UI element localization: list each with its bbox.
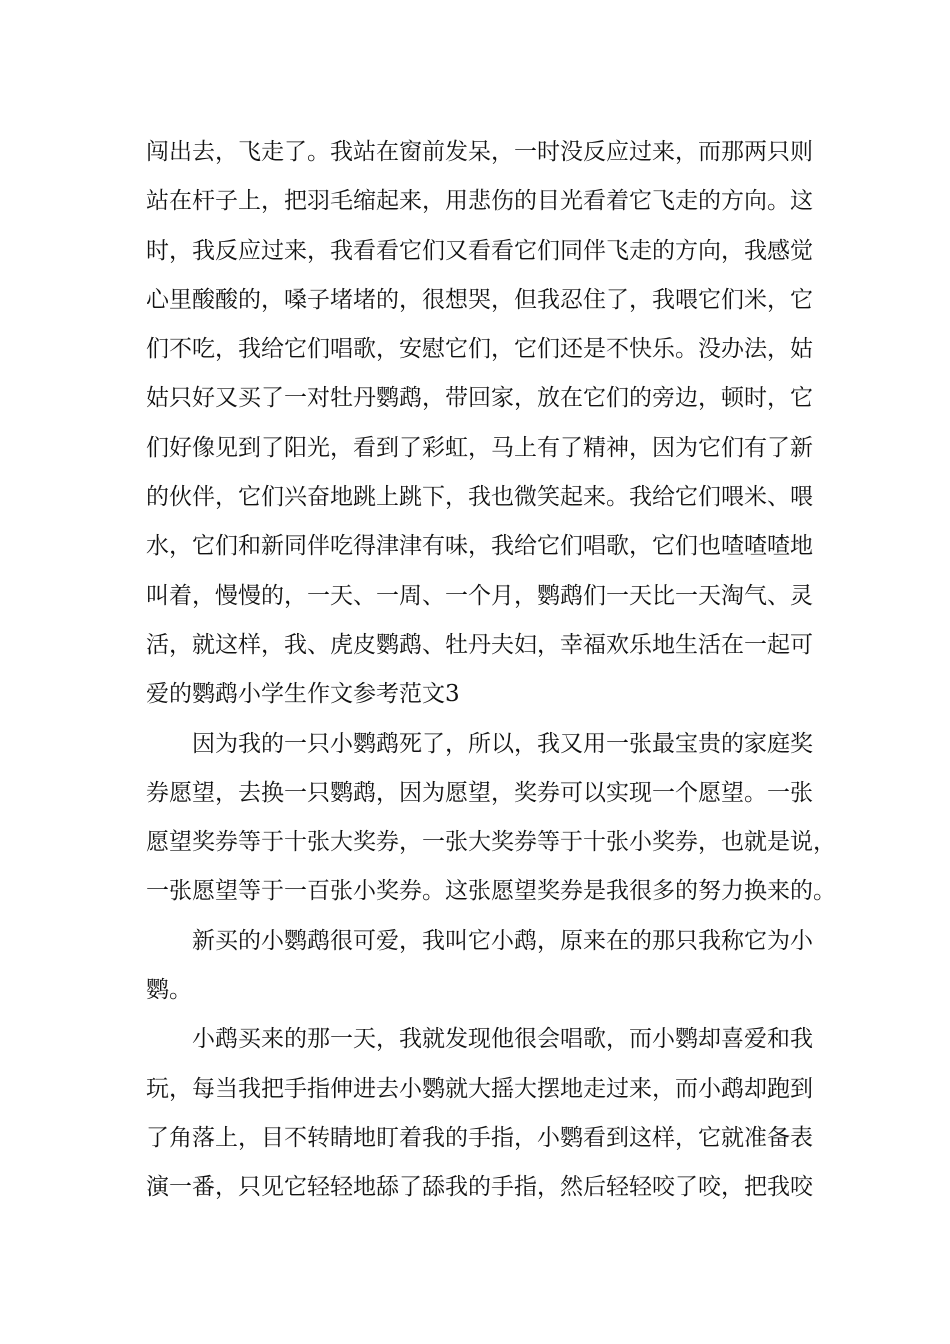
- text-line: 们好像见到了阳光，看到了彩虹，马上有了精神，因为它们有了新: [146, 434, 813, 461]
- text-line: 站在杆子上，把羽毛缩起来，用悲伤的目光看着它飞走的方向。这: [146, 188, 813, 215]
- document-text-body: [146, 128, 836, 1213]
- text-line: 水，它们和新同伴吃得津津有味，我给它们唱歌，它们也喳喳喳地: [146, 533, 813, 560]
- text-line: 鹦。: [146, 977, 192, 1004]
- text-line: 了角落上，目不转睛地盯着我的手指，小鹦看到这样，它就准备表: [146, 1124, 813, 1151]
- text-line: 玩，每当我把手指伸进去小鹦就大摇大摆地走过来，而小鹉却跑到: [146, 1075, 813, 1102]
- text-line: 一张愿望等于一百张小奖券。这张愿望奖券是我很多的努力换来的。: [146, 878, 836, 905]
- text-line: 愿望奖券等于十张大奖券，一张大奖券等于十张小奖券，也就是说，: [146, 829, 836, 856]
- text-line: 的伙伴，它们兴奋地跳上跳下，我也微笑起来。我给它们喂米、喂: [146, 484, 813, 511]
- paragraph-first-line: 小鹉买来的那一天，我就发现他很会唱歌，而小鹦却喜爱和我: [192, 1026, 813, 1053]
- paragraph-first-line: 新买的小鹦鹉很可爱，我叫它小鹉，原来在的那只我称它为小: [192, 927, 813, 954]
- text-line: 演一番，只见它轻轻地舔了舔我的手指，然后轻轻咬了咬，把我咬: [146, 1174, 813, 1201]
- text-line: 们不吃，我给它们唱歌，安慰它们，它们还是不快乐。没办法，姑: [146, 336, 813, 363]
- text-line: 闯出去，飞走了。我站在窗前发呆，一时没反应过来，而那两只则: [146, 139, 813, 165]
- text-line: 心里酸酸的，嗓子堵堵的，很想哭，但我忍住了，我喂它们米，它: [146, 286, 813, 313]
- text-line: 姑只好又买了一对牡丹鹦鹉，带回家，放在它们的旁边，顿时，它: [146, 385, 813, 412]
- text-line: 券愿望，去换一只鹦鹉，因为愿望，奖券可以实现一个愿望。一张: [146, 779, 813, 806]
- text-line: 叫着，慢慢的，一天、一周、一个月，鹦鹉们一天比一天淘气、灵: [146, 582, 813, 609]
- paragraph-first-line: 因为我的一只小鹦鹉死了，所以，我又用一张最宝贵的家庭奖: [192, 730, 813, 757]
- text-line: 爱的鹦鹉小学生作文参考范文3: [146, 681, 460, 708]
- text-line: 活，就这样，我、虎皮鹦鹉、牡丹夫妇，幸福欢乐地生活在一起可: [146, 631, 813, 658]
- text-line: 时，我反应过来，我看看它们又看看它们同伴飞走的方向，我感觉: [146, 237, 813, 264]
